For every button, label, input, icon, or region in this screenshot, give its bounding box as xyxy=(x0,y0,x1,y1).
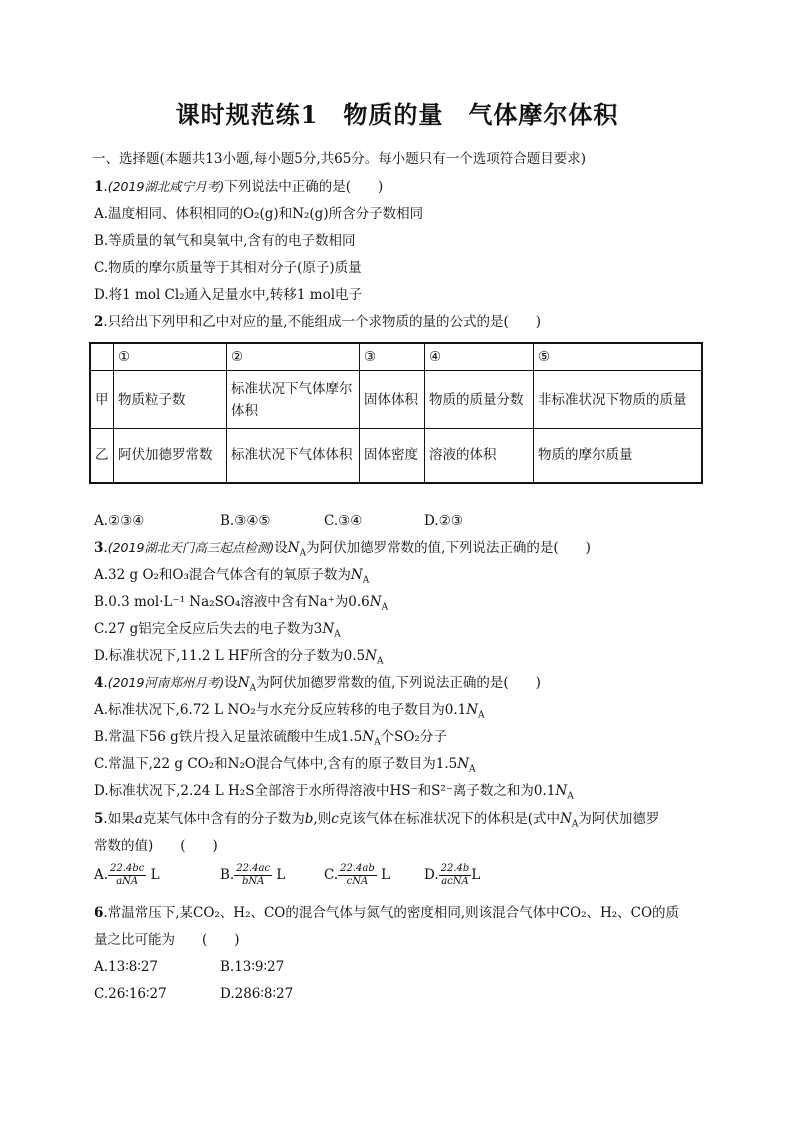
unit: L xyxy=(150,867,160,883)
avogadro-symbol: N xyxy=(287,540,300,556)
option-c xyxy=(94,620,341,638)
table-cell: 物质的质量分数 xyxy=(425,371,534,429)
variable-b: b xyxy=(304,811,314,827)
avogadro-subscript: A xyxy=(469,764,476,775)
avogadro-subscript: A xyxy=(299,548,307,559)
option-b: B.13∶9∶27 xyxy=(220,959,285,975)
option-d xyxy=(94,782,574,800)
question-text: 下列说法中正确的是( ) xyxy=(224,179,384,195)
page-title: 课时规范练1 物质的量 气体摩尔体积 xyxy=(175,100,619,129)
question-2-stem xyxy=(94,313,541,331)
fraction xyxy=(234,863,272,888)
question-5-stem xyxy=(94,810,659,828)
table-cell: 物质的摩尔质量 xyxy=(534,429,703,483)
question-6-stem xyxy=(94,904,679,922)
table-cell: 标准状况下气体体积 xyxy=(227,429,360,483)
question-number: 4 xyxy=(94,675,104,691)
question-1-stem: 1.(2019湖北咸宁月考)下列说法中正确的是( ) xyxy=(94,179,384,195)
table-cell: 阿伏加德罗常数 xyxy=(114,429,227,483)
option-row xyxy=(94,863,480,895)
unit: L xyxy=(276,867,286,883)
question-source: (2019河南郑州月考) xyxy=(107,675,225,690)
numerator: 22.4ac xyxy=(236,863,271,874)
avogadro-subscript: A xyxy=(571,819,579,830)
table-row xyxy=(90,371,702,429)
table-cell: 甲 xyxy=(90,371,114,429)
section-heading: 一、选择题(本题共13小题,每小题5分,共65分。每小题只有一个选项符合题目要求) xyxy=(92,151,587,167)
question-text: ,则 xyxy=(313,811,332,827)
avogadro-symbol: N xyxy=(362,729,375,745)
option-b xyxy=(94,593,388,611)
table-cell: 溶液的体积 xyxy=(425,429,534,483)
question-text: 克某气体中含有的分子数为 xyxy=(142,811,305,827)
question-number: 3 xyxy=(94,540,104,556)
option-text: 个SO₂分子 xyxy=(380,729,447,745)
option-d xyxy=(94,647,383,665)
table-cell: 固体密度 xyxy=(360,429,425,483)
table-cell: ② xyxy=(227,343,360,371)
option-label: C. xyxy=(324,867,339,883)
option-text: A.标准状况下,6.72 L NO₂与水充分反应转移的电子数目为0.1 xyxy=(94,702,467,718)
unit: L xyxy=(381,867,391,883)
option-label: D. xyxy=(424,867,439,883)
option-text: D.标准状况下,2.24 L H₂S全部溶于水所得溶液中HS⁻和S²⁻离子数之和为0.1 xyxy=(94,783,556,799)
table-cell: 非标准状况下物质的质量 xyxy=(534,371,703,429)
table-cell: ⑤ xyxy=(534,343,703,371)
numerator: 22.4ab xyxy=(340,863,375,874)
avogadro-symbol: N xyxy=(560,811,572,827)
avogadro-subscript: A xyxy=(249,683,257,694)
option-a: A.②③④ xyxy=(94,513,145,529)
question-number: 2 xyxy=(94,314,104,330)
option-text: C.27 g铝完全反应后失去的电子数为3 xyxy=(94,621,323,637)
option-b: B.③④⑤ xyxy=(220,513,271,529)
option-a xyxy=(94,566,369,584)
fraction xyxy=(108,863,146,888)
option-a: A.温度相同、体积相同的O₂(g)和N₂(g)所含分子数相同 xyxy=(94,206,424,222)
variable-a: a xyxy=(134,811,143,827)
option-d: D.②③ xyxy=(424,513,463,529)
avogadro-subscript: A xyxy=(376,656,384,667)
option-c: C.26∶16∶27 xyxy=(94,986,167,1002)
question-text: 为阿伏加德罗常数的值,下列说法正确的是( ) xyxy=(256,675,541,691)
avogadro-symbol: N xyxy=(369,594,382,610)
table-cell: 物质粒子数 xyxy=(114,371,227,429)
variable-c: c xyxy=(331,811,339,827)
question-source: (2019湖北天门高三起点检测) xyxy=(107,540,275,555)
question-number: 1 xyxy=(94,179,104,195)
question-text: 克该气体在标准状况下的体积是(式中 xyxy=(338,811,561,827)
avogadro-subscript: A xyxy=(362,575,370,586)
denominator: acNA xyxy=(441,876,469,887)
option-text: B.0.3 mol·L⁻¹ Na₂SO₄溶液中含有Na⁺为0.6 xyxy=(94,594,370,610)
numerator: 22.4bc xyxy=(110,863,145,874)
option-label: A. xyxy=(94,867,109,883)
option-row xyxy=(94,958,284,976)
denominator: aNA xyxy=(116,876,139,887)
quantity-table xyxy=(89,342,703,484)
option-d: D.286∶8∶27 xyxy=(220,986,294,1002)
fraction xyxy=(338,863,377,888)
avogadro-symbol: N xyxy=(322,621,335,637)
option-text: B.常温下56 g铁片投入足量浓硫酸中生成1.5 xyxy=(94,729,363,745)
question-number: 5 xyxy=(94,811,104,827)
question-number: 6 xyxy=(94,905,104,921)
denominator: bNA xyxy=(241,876,265,887)
question-source: (2019湖北咸宁月考) xyxy=(107,179,225,194)
avogadro-symbol: N xyxy=(457,756,470,772)
option-text: C.常温下,22 g CO₂和N₂O混合气体中,含有的原子数目为1.5 xyxy=(94,756,458,772)
option-d: D.将1 mol Cl₂通入足量水中,转移1 mol电子 xyxy=(94,287,363,303)
option-text: D.标准状况下,11.2 L HF所含的分子数为0.5 xyxy=(94,648,366,664)
option-row xyxy=(94,512,463,530)
avogadro-subscript: A xyxy=(381,602,389,613)
table-cell: 固体体积 xyxy=(360,371,425,429)
question-text: .常温常压下,某CO₂、H₂、CO的混合气体与氮气的密度相同,则该混合气体中CO₂、H₂、CO的质 xyxy=(103,905,680,921)
option-b: B.等质量的氧气和臭氧中,含有的电子数相同 xyxy=(94,233,356,249)
avogadro-symbol: N xyxy=(555,783,568,799)
question-text: .只给出下列甲和乙中对应的量,不能组成一个求物质的量的公式的是( ) xyxy=(103,314,542,330)
question-text: 常数的值) ( ) xyxy=(94,838,218,854)
avogadro-symbol: N xyxy=(350,567,363,583)
table-cell: 乙 xyxy=(90,429,114,483)
denominator: cNA xyxy=(346,876,369,887)
option-b xyxy=(220,863,324,888)
option-c xyxy=(324,863,424,888)
numerator: 22.4b xyxy=(440,863,470,874)
table-cell: ③ xyxy=(360,343,425,371)
unit: L xyxy=(471,867,481,883)
avogadro-subscript: A xyxy=(478,710,485,721)
avogadro-subscript: A xyxy=(334,629,341,640)
avogadro-symbol: N xyxy=(466,702,479,718)
question-3-stem: 3.(2019湖北天门高三起点检测)设$N_A$为阿伏加德罗常数的值,下列说法正确的是( ) xyxy=(94,540,591,559)
option-a xyxy=(94,863,220,888)
option-label: B. xyxy=(220,867,235,883)
avogadro-subscript: A xyxy=(374,737,381,748)
question-4-stem: 4.(2019河南郑州月考)设$N_A$为阿伏加德罗常数的值,下列说法正确的是( ) xyxy=(94,675,541,694)
question-text: 为阿伏加德罗 xyxy=(578,811,660,827)
option-b xyxy=(94,728,447,746)
table-cell xyxy=(90,343,114,371)
fraction xyxy=(439,863,472,888)
avogadro-subscript: A xyxy=(567,791,574,802)
option-c: C.③④ xyxy=(324,513,363,529)
option-d xyxy=(424,863,480,888)
option-c: C.物质的摩尔质量等于其相对分子(原子)质量 xyxy=(94,260,362,276)
question-text: 量之比可能为 ( ) xyxy=(94,932,240,948)
table-cell: ④ xyxy=(425,343,534,371)
option-text: A.32 g O₂和O₃混合气体含有的氧原子数为 xyxy=(94,567,351,583)
question-text: .如果 xyxy=(103,811,135,827)
option-row xyxy=(94,985,293,1003)
avogadro-symbol: N xyxy=(365,648,377,664)
table-cell: ① xyxy=(114,343,227,371)
table-row xyxy=(90,343,702,371)
table-row xyxy=(90,429,702,483)
question-text: 设 xyxy=(224,675,238,691)
option-a: A.13∶8∶27 xyxy=(94,959,159,975)
table-cell: 标准状况下气体摩尔体积 xyxy=(227,371,360,429)
avogadro-symbol: N xyxy=(237,675,250,691)
question-text: 为阿伏加德罗常数的值,下列说法正确的是( ) xyxy=(306,540,591,556)
question-text: 设 xyxy=(274,540,288,556)
option-c xyxy=(94,755,476,773)
option-a xyxy=(94,701,485,719)
